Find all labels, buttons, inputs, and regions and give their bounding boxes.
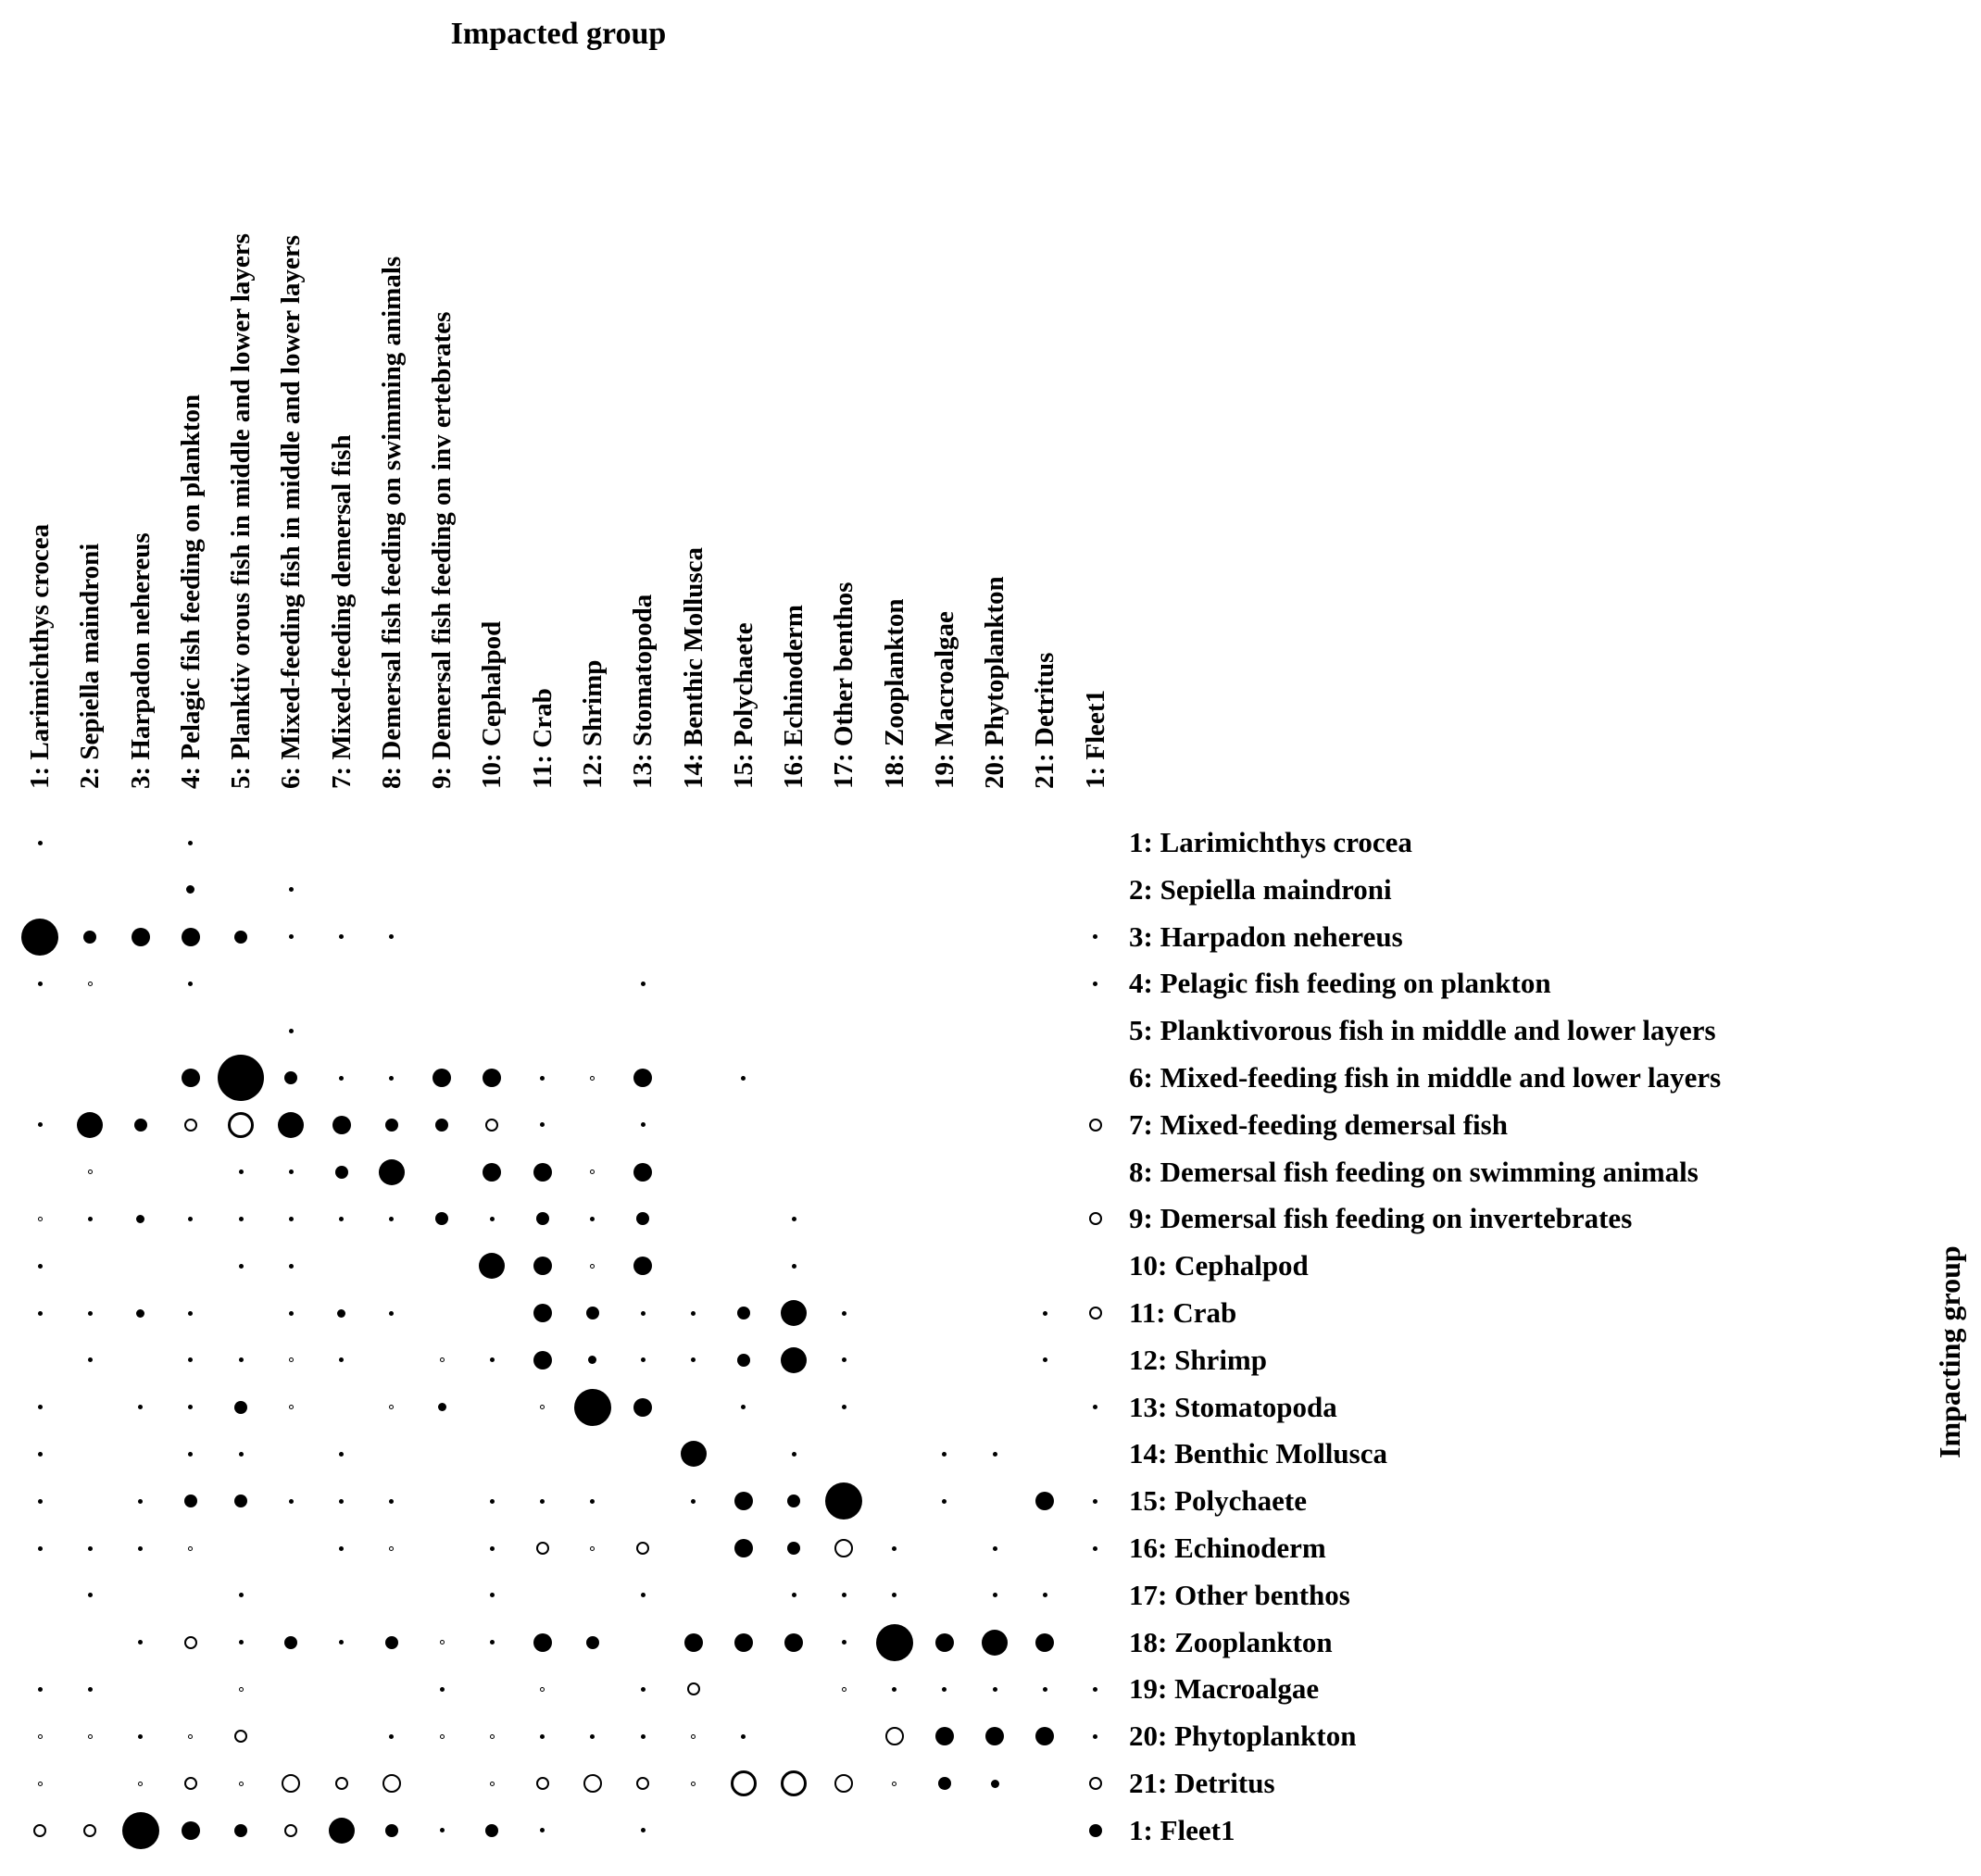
impact-dot (188, 1311, 193, 1316)
impact-dot (335, 1166, 348, 1179)
impact-dot (138, 1734, 143, 1739)
column-label-9: 9: Demersal fish feeding on inv ertebrates (427, 311, 458, 789)
impact-dot (681, 1441, 707, 1467)
impact-dot (289, 1217, 294, 1221)
impact-dot (440, 1734, 445, 1739)
impact-dot (574, 1389, 611, 1426)
impact-dot (540, 1828, 545, 1832)
impact-dot (38, 982, 43, 986)
impact-dot (182, 1069, 200, 1087)
impact-dot (289, 1169, 294, 1174)
impact-dot (184, 1119, 197, 1132)
impact-dot (636, 1212, 649, 1225)
impact-dot (1043, 1593, 1047, 1597)
impact-dot (218, 1055, 264, 1101)
impact-dot (389, 1499, 394, 1504)
row-label-16: 16: Echinoderm (1129, 1532, 1326, 1564)
impact-dot (289, 1311, 294, 1316)
impact-dot (737, 1307, 750, 1319)
impact-dot (540, 1687, 545, 1692)
impact-dot (586, 1636, 599, 1649)
impact-dot (842, 1687, 846, 1692)
impact-dot (641, 1357, 646, 1362)
impact-dot (490, 1593, 495, 1597)
impact-dot (234, 1824, 247, 1837)
column-label-20: 20: Phytoplankton (980, 576, 1010, 789)
impact-dot (83, 1824, 96, 1837)
impact-dot (329, 1818, 355, 1844)
impact-dot (138, 1782, 143, 1786)
impact-dot (289, 1029, 294, 1033)
impact-dot (88, 1311, 93, 1316)
impact-dot (741, 1734, 746, 1739)
impact-dot (792, 1593, 796, 1597)
impact-dot (440, 1640, 445, 1645)
impact-dot (239, 1264, 244, 1269)
impact-dot (942, 1499, 947, 1504)
impact-dot (1093, 1687, 1097, 1692)
impact-dot (188, 1357, 193, 1362)
impact-dot (784, 1633, 803, 1652)
impact-dot (691, 1311, 696, 1316)
impact-dot (382, 1774, 401, 1793)
impact-dot (490, 1782, 495, 1786)
row-label-3: 3: Harpadon nehereus (1129, 919, 1403, 953)
column-label-10: 10: Cephalpod (477, 620, 508, 789)
impact-dot (938, 1777, 951, 1790)
impact-dot (339, 1452, 344, 1457)
impact-dot (440, 1357, 445, 1362)
impact-dot (38, 1452, 43, 1457)
impact-dot (88, 1593, 93, 1597)
impact-dot (641, 1593, 646, 1597)
impact-dot (731, 1770, 757, 1796)
impact-dot (239, 1640, 244, 1645)
impact-dot (438, 1403, 446, 1411)
impact-dot (490, 1546, 495, 1551)
impact-dot (33, 1824, 46, 1837)
impact-dot (892, 1687, 896, 1692)
impact-dot (239, 1452, 244, 1457)
impact-dot (88, 1217, 93, 1221)
impact-dot (590, 1076, 595, 1081)
impact-dot (737, 1354, 750, 1367)
impact-dot (540, 1076, 545, 1081)
impact-dot (993, 1593, 997, 1597)
impact-dot (536, 1542, 549, 1555)
impact-dot (38, 1734, 43, 1739)
impact-dot (337, 1309, 345, 1318)
impact-dot (1035, 1633, 1054, 1652)
impact-dot (385, 1636, 398, 1649)
impact-dot (188, 1734, 193, 1739)
impact-dot (1093, 1405, 1097, 1409)
impact-dot (1089, 1119, 1102, 1132)
impact-dot (339, 1499, 344, 1504)
impact-dot (234, 1401, 247, 1414)
column-label-15: 15: Polychaete (728, 622, 759, 789)
impact-dot (842, 1357, 846, 1362)
row-label-11: 11: Crab (1129, 1296, 1237, 1329)
impact-dot (389, 1076, 394, 1081)
impact-dot (389, 1734, 394, 1739)
impact-dot (339, 1357, 344, 1362)
impacting-group-title: Impacting group (1933, 1245, 1966, 1458)
impact-dot (339, 1546, 344, 1551)
impact-dot (88, 1357, 93, 1362)
impact-dot (389, 1546, 394, 1551)
impact-dot (691, 1734, 696, 1739)
impact-dot (942, 1687, 947, 1692)
impact-dot (641, 1734, 646, 1739)
row-label-12: 12: Shrimp (1129, 1343, 1267, 1376)
impact-dot (734, 1539, 753, 1557)
impact-dot (88, 1687, 93, 1692)
impact-dot (278, 1112, 304, 1138)
impact-dot (633, 1163, 652, 1182)
impact-dot (239, 1357, 244, 1362)
impact-dot (590, 1217, 595, 1221)
column-label-1: 1: Larimichthys crocea (25, 523, 55, 789)
impact-dot (490, 1357, 495, 1362)
impact-dot (985, 1727, 1004, 1745)
column-label-4: 4: Pelagic fish feeding on plankton (175, 394, 206, 789)
impact-dot (842, 1311, 846, 1316)
impact-dot (122, 1812, 159, 1849)
impact-dot (781, 1300, 807, 1326)
impact-dot (186, 885, 194, 894)
column-label-17: 17: Other benthos (829, 582, 859, 789)
impact-dot (440, 1687, 445, 1692)
impact-dot (687, 1682, 700, 1695)
impact-dot (892, 1593, 896, 1597)
impact-dot (533, 1351, 552, 1369)
impact-dot (1043, 1357, 1047, 1362)
impact-dot (1089, 1307, 1102, 1319)
impact-dot (282, 1774, 300, 1793)
impact-dot (289, 1405, 294, 1409)
impact-dot (792, 1217, 796, 1221)
impact-dot (641, 982, 646, 986)
impact-dot (691, 1499, 696, 1504)
impact-dot (942, 1452, 947, 1457)
row-label-21: 21: Detritus (1129, 1767, 1275, 1799)
impact-dot (490, 1734, 495, 1739)
impact-dot (83, 931, 96, 944)
impact-dot (188, 1217, 193, 1221)
impact-dot (184, 1636, 197, 1649)
impact-dot (136, 1309, 144, 1318)
impact-dot (38, 1687, 43, 1692)
impact-dot (239, 1687, 244, 1692)
impact-dot (825, 1482, 862, 1520)
impact-dot (590, 1546, 595, 1551)
impact-dot (885, 1727, 904, 1745)
impact-dot (284, 1071, 297, 1084)
impact-dot (188, 1452, 193, 1457)
impact-dot (935, 1727, 954, 1745)
impact-dot (787, 1542, 800, 1555)
impact-dot (38, 1405, 43, 1409)
impact-dot (876, 1624, 913, 1661)
impact-dot (641, 1828, 646, 1832)
impact-dot (483, 1163, 501, 1182)
impact-dot (533, 1163, 552, 1182)
impact-dot (188, 841, 193, 845)
impact-dot (684, 1633, 703, 1652)
impact-dot (1093, 982, 1097, 986)
impact-dot (734, 1633, 753, 1652)
impact-dot (77, 1112, 103, 1138)
impact-dot (435, 1119, 448, 1132)
impact-dot (540, 1122, 545, 1127)
impact-dot (834, 1539, 853, 1557)
impact-dot (485, 1119, 498, 1132)
impact-dot (435, 1212, 448, 1225)
impact-dot (1035, 1492, 1054, 1510)
impact-dot (935, 1633, 954, 1652)
impact-dot (1089, 1824, 1102, 1837)
column-label-21: 21: Detritus (1030, 652, 1060, 789)
impact-dot (284, 1824, 297, 1837)
impact-dot (138, 1499, 143, 1504)
row-label-13: 13: Stomatopoda (1129, 1390, 1337, 1423)
impact-dot (1089, 1212, 1102, 1225)
row-label-9: 9: Demersal fish feeding on invertebrates (1129, 1202, 1633, 1235)
row-label-4: 4: Pelagic fish feeding on plankton (1129, 967, 1551, 1000)
impact-dot (536, 1777, 549, 1790)
impact-dot (184, 1495, 197, 1507)
impact-dot (379, 1159, 405, 1185)
impact-dot (284, 1636, 297, 1649)
impact-dot (490, 1499, 495, 1504)
row-label-7: 7: Mixed-feeding demersal fish (1129, 1107, 1508, 1141)
impact-dot (691, 1782, 696, 1786)
row-label-22: 1: Fleet1 (1129, 1813, 1235, 1846)
row-label-19: 19: Macroalgae (1129, 1672, 1320, 1706)
impact-dot (136, 1215, 144, 1223)
impact-dot (781, 1347, 807, 1373)
column-label-6: 6: Mixed-feeding fish in middle and lower layers (276, 235, 307, 789)
impact-dot (88, 982, 93, 986)
impact-dot (490, 1217, 495, 1221)
impact-dot (1093, 1546, 1097, 1551)
impact-dot (533, 1257, 552, 1275)
impact-dot (842, 1593, 846, 1597)
impact-dot (586, 1307, 599, 1319)
impact-dot (588, 1356, 596, 1364)
impact-dot (239, 1217, 244, 1221)
impact-dot (533, 1304, 552, 1322)
impact-dot (289, 1264, 294, 1269)
impact-dot (234, 1495, 247, 1507)
impact-dot (38, 1217, 43, 1221)
impact-dot (38, 1311, 43, 1316)
impact-dot (792, 1264, 796, 1269)
impact-dot (332, 1116, 351, 1134)
impact-dot (88, 1734, 93, 1739)
impact-dot (982, 1630, 1008, 1656)
impact-dot (289, 887, 294, 892)
impact-dot (38, 1122, 43, 1127)
impact-dot (184, 1777, 197, 1790)
impact-dot (440, 1828, 445, 1832)
row-label-14: 14: Benthic Mollusca (1129, 1437, 1387, 1470)
impacted-group-title: Impacted group (450, 17, 667, 51)
row-label-8: 8: Demersal fish feeding on swimming animals (1129, 1155, 1699, 1188)
impact-dot (239, 1782, 244, 1786)
impact-dot (182, 1821, 200, 1840)
impact-dot (339, 1640, 344, 1645)
impact-dot (188, 1546, 193, 1551)
impact-dot (38, 1782, 43, 1786)
impact-dot (134, 1119, 147, 1132)
impact-dot (234, 1730, 247, 1743)
impact-dot (734, 1492, 753, 1510)
impact-dot (38, 1499, 43, 1504)
impact-dot (239, 1169, 244, 1174)
impact-dot (433, 1069, 451, 1087)
impact-dot (335, 1777, 348, 1790)
row-label-2: 2: Sepiella maindroni (1129, 872, 1392, 906)
impact-dot (540, 1734, 545, 1739)
impact-dot (781, 1770, 807, 1796)
column-label-5: 5: Planktiv orous fish in middle and lower layers (226, 233, 257, 789)
column-label-19: 19: Macroalgae (929, 611, 959, 789)
impact-dot (385, 1119, 398, 1132)
impact-dot (88, 1546, 93, 1551)
impact-dot (993, 1546, 997, 1551)
column-label-13: 13: Stomatopoda (628, 594, 658, 789)
impact-dot (691, 1357, 696, 1362)
impact-dot (633, 1069, 652, 1087)
impact-dot (590, 1169, 595, 1174)
impact-dot (536, 1212, 549, 1225)
impact-dot (641, 1311, 646, 1316)
column-label-3: 3: Harpadon nehereus (125, 532, 156, 789)
impact-dot (339, 934, 344, 939)
impact-dot (132, 928, 150, 946)
impact-dot (389, 1217, 394, 1221)
impact-dot (540, 1405, 545, 1409)
column-label-18: 18: Zooplankton (879, 598, 909, 789)
impact-dot (892, 1782, 896, 1786)
impact-dot (590, 1499, 595, 1504)
impact-dot (842, 1405, 846, 1409)
impact-dot (88, 1169, 93, 1174)
impact-dot (991, 1780, 999, 1788)
column-label-12: 12: Shrimp (577, 659, 608, 789)
impact-dot (339, 1076, 344, 1081)
impact-dot (1035, 1727, 1054, 1745)
impact-dot (289, 1357, 294, 1362)
impact-dot (182, 928, 200, 946)
impact-dot (1093, 1734, 1097, 1739)
column-label-2: 2: Sepiella maindroni (75, 543, 106, 789)
impact-dot (787, 1495, 800, 1507)
impact-dot (188, 982, 193, 986)
impact-dot (389, 1405, 394, 1409)
impact-dot (540, 1499, 545, 1504)
row-label-5: 5: Planktivorous fish in middle and lower layers (1129, 1014, 1716, 1047)
impact-dot (38, 1546, 43, 1551)
impact-dot (188, 1405, 193, 1409)
column-label-8: 8: Demersal fish feeding on swimming animals (376, 256, 407, 789)
row-label-18: 18: Zooplankton (1129, 1625, 1333, 1658)
impact-dot (289, 934, 294, 939)
row-label-15: 15: Polychaete (1129, 1484, 1307, 1518)
column-label-22: 1: Fleet1 (1080, 689, 1110, 789)
row-label-1: 1: Larimichthys crocea (1129, 826, 1412, 858)
impact-dot (993, 1687, 997, 1692)
impact-dot (633, 1257, 652, 1275)
impact-dot (38, 1264, 43, 1269)
impact-dot (590, 1264, 595, 1269)
column-label-16: 16: Echinoderm (779, 605, 809, 789)
row-label-6: 6: Mixed-feeding fish in middle and lower layers (1129, 1061, 1722, 1094)
impact-dot (533, 1633, 552, 1652)
impact-dot (993, 1452, 997, 1457)
impact-dot (792, 1452, 796, 1457)
impact-dot (479, 1253, 505, 1279)
impact-dot (339, 1217, 344, 1221)
impact-dot (1093, 1499, 1097, 1504)
impact-dot (490, 1640, 495, 1645)
impact-dot (1093, 934, 1097, 939)
row-label-17: 17: Other benthos (1129, 1578, 1350, 1611)
impact-dot (38, 841, 43, 845)
impact-dot (834, 1774, 853, 1793)
column-label-7: 7: Mixed-feeding demersal fish (326, 434, 357, 789)
impact-dot (842, 1640, 846, 1645)
impact-dot (138, 1405, 143, 1409)
impact-dot (21, 919, 58, 956)
impact-dot (138, 1546, 143, 1551)
impact-dot (741, 1405, 746, 1409)
impact-dot (741, 1076, 746, 1081)
impact-dot (389, 1311, 394, 1316)
impact-dot (1043, 1687, 1047, 1692)
impact-dot (892, 1546, 896, 1551)
impact-dot (485, 1824, 498, 1837)
impact-dot (239, 1593, 244, 1597)
impact-dot (138, 1640, 143, 1645)
column-label-11: 11: Crab (527, 688, 558, 789)
impact-dot (636, 1777, 649, 1790)
row-label-20: 20: Phytoplankton (1129, 1720, 1357, 1753)
impact-dot (234, 931, 247, 944)
impact-dot (483, 1069, 501, 1087)
impact-dot (1043, 1311, 1047, 1316)
impact-dot (389, 934, 394, 939)
row-label-10: 10: Cephalpod (1129, 1249, 1309, 1282)
impact-dot (1089, 1777, 1102, 1790)
column-label-14: 14: Benthic Mollusca (678, 547, 708, 789)
impact-dot (633, 1398, 652, 1417)
impact-dot (636, 1542, 649, 1555)
impact-dot (228, 1112, 254, 1138)
impact-dot (590, 1734, 595, 1739)
impact-dot (385, 1824, 398, 1837)
impact-dot (641, 1687, 646, 1692)
impact-dot (583, 1774, 602, 1793)
impact-dot (641, 1122, 646, 1127)
impact-dot (289, 1499, 294, 1504)
